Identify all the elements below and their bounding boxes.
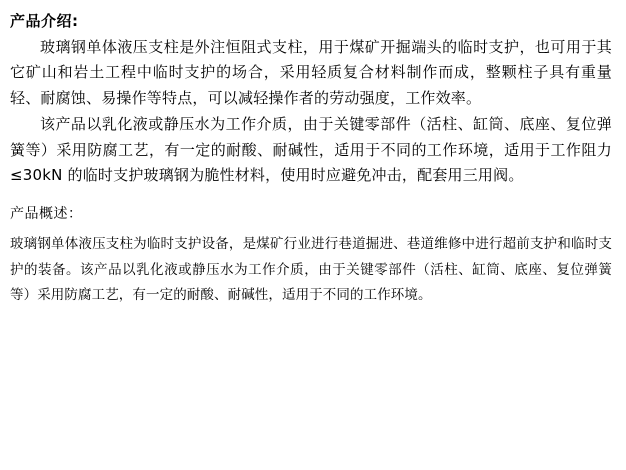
- intro-heading: 产品介绍:: [10, 12, 79, 30]
- intro-paragraph-1: 玻璃钢单体液压支柱是外注恒阻式支柱，用于煤矿开掘端头的临时支护，也可用于其它矿山和岩土工程中临时支护的场合，采用轻质复合材料制作而成，整颗柱子具有重量轻、耐腐蚀、易操作等特点，可以减轻操作者的劳动强度，工作效率。: [10, 37, 612, 108]
- overview-heading: 产品概述：: [10, 206, 83, 223]
- overview-body: [10, 232, 612, 310]
- overview-paragraph-1: 玻璃钢单体液压支柱为临时支护设备，是煤矿行业进行巷道掘进、巷道维修中进行超前支护和临时支护的装备。该产品以乳化液或静压水为工作介质，由于关键零部件（活柱、缸筒、底座、复位弹簧等）采用防腐工艺，有一定的耐酸、耐碱性，适用于不同的工作环境。: [10, 235, 612, 304]
- intro-paragraph-2: 该产品以乳化液或静压水为工作介质，由于关键零部件（活柱、缸筒、底座、复位弹簧等）采用防腐工艺，有一定的耐酸、耐碱性，适用于不同的工作环境，适用于工作阻力≤30kN 的临时支护玻璃钢为脆性材料，使用时应避免冲击，配套用三用阀。: [10, 114, 612, 185]
- intro-body: [10, 35, 612, 190]
